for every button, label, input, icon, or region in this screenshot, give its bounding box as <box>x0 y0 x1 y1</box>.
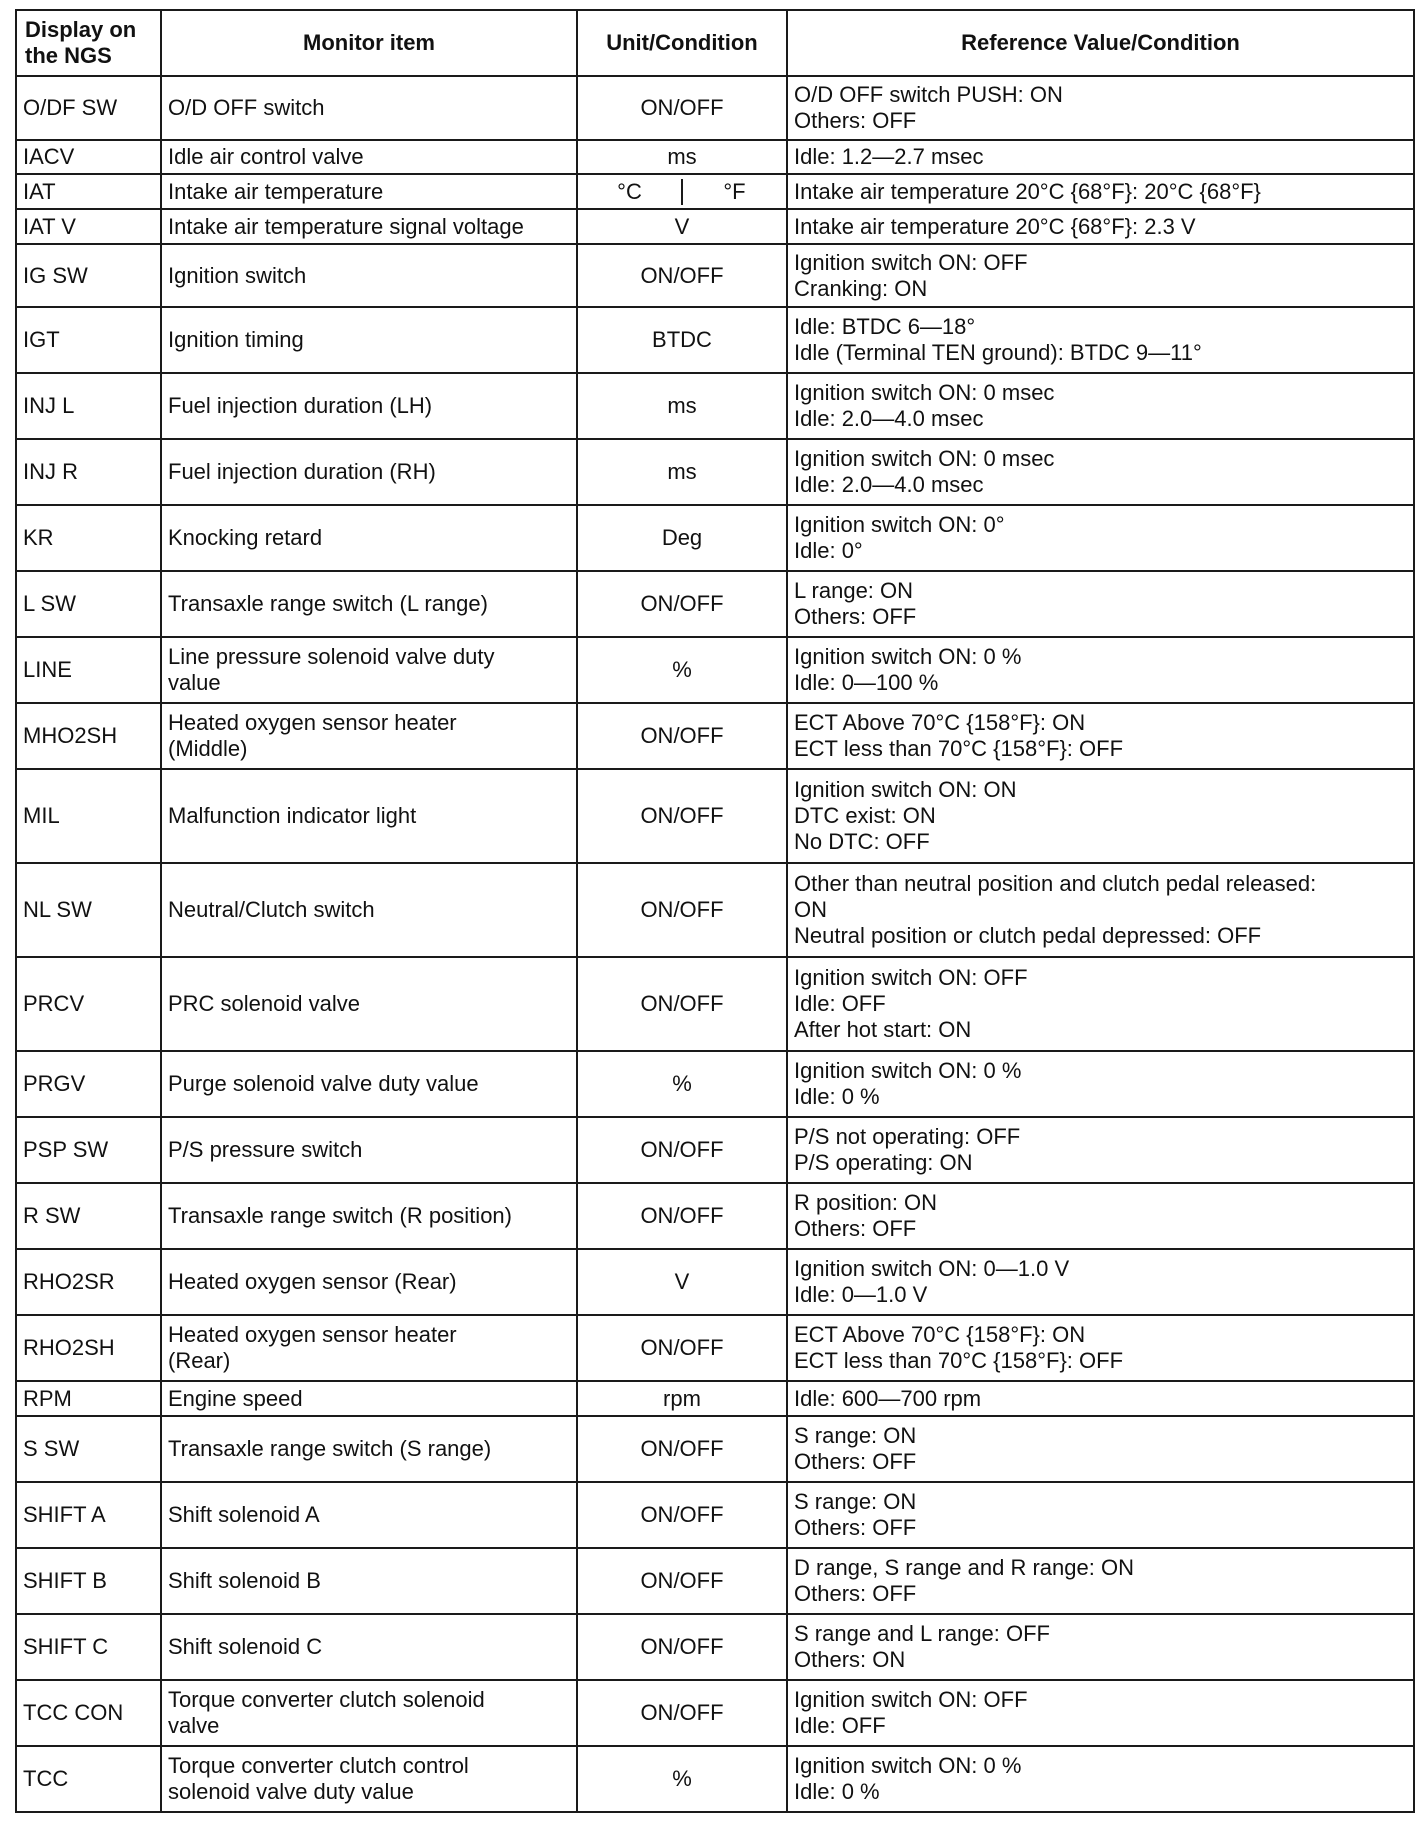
unit-condition-cell: % <box>577 1746 787 1812</box>
header-reference-value: Reference Value/Condition <box>787 10 1414 76</box>
unit-condition-cell: BTDC <box>577 307 787 373</box>
reference-value-cell: Ignition switch ON: ON DTC exist: ON No DTC: OFF <box>787 769 1414 863</box>
display-code-cell: PRCV <box>16 957 161 1051</box>
monitor-item-cell: Fuel injection duration (RH) <box>161 439 577 505</box>
reference-value-cell: Ignition switch ON: 0 % Idle: 0—100 % <box>787 637 1414 703</box>
table-row <box>16 571 1414 637</box>
monitor-item-cell: Transaxle range switch (L range) <box>161 571 577 637</box>
monitor-item-cell: Transaxle range switch (S range) <box>161 1416 577 1482</box>
unit-condition-cell: ON/OFF <box>577 957 787 1051</box>
display-code-cell: SHIFT A <box>16 1482 161 1548</box>
display-code-cell: TCC <box>16 1746 161 1812</box>
unit-condition-cell: rpm <box>577 1381 787 1416</box>
display-code-cell: PRGV <box>16 1051 161 1117</box>
unit-condition-cell: ON/OFF <box>577 1614 787 1680</box>
unit-condition-cell: ON/OFF <box>577 1315 787 1381</box>
unit-condition-cell <box>577 174 787 209</box>
display-code-cell: IAT <box>16 174 161 209</box>
monitor-item-cell: Intake air temperature <box>161 174 577 209</box>
display-code-cell: S SW <box>16 1416 161 1482</box>
monitor-item-cell: Line pressure solenoid valve duty value <box>161 637 577 703</box>
reference-value-cell: L range: ON Others: OFF <box>787 571 1414 637</box>
unit-condition-cell: Deg <box>577 505 787 571</box>
display-code-cell: INJ R <box>16 439 161 505</box>
unit-condition-cell: ON/OFF <box>577 1416 787 1482</box>
monitor-item-cell: Heated oxygen sensor heater (Middle) <box>161 703 577 769</box>
table-row <box>16 307 1414 373</box>
table-row <box>16 244 1414 307</box>
table-row <box>16 174 1414 209</box>
table-row <box>16 703 1414 769</box>
monitor-item-cell: Ignition switch <box>161 244 577 307</box>
monitor-item-cell: Intake air temperature signal voltage <box>161 209 577 244</box>
unit-condition-cell: ON/OFF <box>577 1548 787 1614</box>
table-header-row <box>16 10 1414 76</box>
table-row <box>16 1548 1414 1614</box>
display-code-cell: NL SW <box>16 863 161 957</box>
reference-value-cell: S range: ON Others: OFF <box>787 1482 1414 1548</box>
reference-value-cell: S range and L range: OFF Others: ON <box>787 1614 1414 1680</box>
unit-condition-cell: ms <box>577 373 787 439</box>
table-row <box>16 1381 1414 1416</box>
display-code-cell: RHO2SR <box>16 1249 161 1315</box>
table-row <box>16 1680 1414 1746</box>
reference-value-cell: S range: ON Others: OFF <box>787 1416 1414 1482</box>
display-code-cell: O/DF SW <box>16 76 161 140</box>
reference-value-cell: Ignition switch ON: 0—1.0 V Idle: 0—1.0 V <box>787 1249 1414 1315</box>
display-code-cell: INJ L <box>16 373 161 439</box>
monitor-item-cell: Shift solenoid B <box>161 1548 577 1614</box>
monitor-item-cell: Knocking retard <box>161 505 577 571</box>
table-row <box>16 1051 1414 1117</box>
monitor-item-cell: Torque converter clutch solenoid valve <box>161 1680 577 1746</box>
display-code-cell: MHO2SH <box>16 703 161 769</box>
reference-value-cell: Ignition switch ON: 0 % Idle: 0 % <box>787 1051 1414 1117</box>
reference-value-cell: Idle: 600—700 rpm <box>787 1381 1414 1416</box>
monitor-item-cell: Malfunction indicator light <box>161 769 577 863</box>
table-row <box>16 209 1414 244</box>
reference-value-cell: Ignition switch ON: 0 % Idle: 0 % <box>787 1746 1414 1812</box>
reference-value-cell: Intake air temperature 20°C {68°F}: 20°C {68°F} <box>787 174 1414 209</box>
table-row <box>16 957 1414 1051</box>
monitor-item-cell: Ignition timing <box>161 307 577 373</box>
monitor-item-cell: Purge solenoid valve duty value <box>161 1051 577 1117</box>
reference-value-cell: Intake air temperature 20°C {68°F}: 2.3 V <box>787 209 1414 244</box>
table-row <box>16 637 1414 703</box>
unit-condition-cell: ON/OFF <box>577 863 787 957</box>
table-row <box>16 863 1414 957</box>
unit-celsius: °C <box>617 178 642 204</box>
display-code-cell: RHO2SH <box>16 1315 161 1381</box>
table-row <box>16 1117 1414 1183</box>
reference-value-cell: Ignition switch ON: 0 msec Idle: 2.0—4.0 msec <box>787 373 1414 439</box>
monitor-item-cell: Torque converter clutch control solenoid valve duty value <box>161 1746 577 1812</box>
monitor-item-cell: Engine speed <box>161 1381 577 1416</box>
monitor-item-cell: P/S pressure switch <box>161 1117 577 1183</box>
reference-value-cell: Ignition switch ON: OFF Cranking: ON <box>787 244 1414 307</box>
display-code-cell: IACV <box>16 140 161 174</box>
reference-value-cell: Other than neutral position and clutch pedal released: ON Neutral position or clutch pedal depressed: OFF <box>787 863 1414 957</box>
display-code-cell: LINE <box>16 637 161 703</box>
reference-value-cell: Ignition switch ON: OFF Idle: OFF <box>787 1680 1414 1746</box>
display-code-cell: MIL <box>16 769 161 863</box>
unit-condition-cell: V <box>577 1249 787 1315</box>
display-code-cell: PSP SW <box>16 1117 161 1183</box>
table-row <box>16 373 1414 439</box>
unit-condition-cell: ON/OFF <box>577 703 787 769</box>
monitor-item-table <box>15 9 1415 1813</box>
unit-condition-cell: ON/OFF <box>577 1680 787 1746</box>
reference-value-cell: Idle: BTDC 6—18° Idle (Terminal TEN ground): BTDC 9—11° <box>787 307 1414 373</box>
monitor-item-cell: PRC solenoid valve <box>161 957 577 1051</box>
display-code-cell: R SW <box>16 1183 161 1249</box>
unit-condition-cell: ms <box>577 140 787 174</box>
display-code-cell: L SW <box>16 571 161 637</box>
monitor-item-cell: O/D OFF switch <box>161 76 577 140</box>
display-code-cell: TCC CON <box>16 1680 161 1746</box>
display-code-cell: IGT <box>16 307 161 373</box>
table-row <box>16 1482 1414 1548</box>
unit-condition-cell: ON/OFF <box>577 1482 787 1548</box>
table-row <box>16 76 1414 140</box>
reference-value-cell: D range, S range and R range: ON Others: OFF <box>787 1548 1414 1614</box>
table-row <box>16 1614 1414 1680</box>
reference-value-cell: Ignition switch ON: 0 msec Idle: 2.0—4.0 msec <box>787 439 1414 505</box>
unit-condition-cell: ON/OFF <box>577 244 787 307</box>
header-monitor-item: Monitor item <box>161 10 577 76</box>
display-code-cell: IG SW <box>16 244 161 307</box>
table-row <box>16 505 1414 571</box>
table-row <box>16 439 1414 505</box>
reference-value-cell: Idle: 1.2—2.7 msec <box>787 140 1414 174</box>
reference-value-cell: ECT Above 70°C {158°F}: ON ECT less than 70°C {158°F}: OFF <box>787 703 1414 769</box>
monitor-item-cell: Transaxle range switch (R position) <box>161 1183 577 1249</box>
header-display-on-ngs: Display on the NGS <box>16 10 161 76</box>
table-row <box>16 140 1414 174</box>
reference-value-cell: O/D OFF switch PUSH: ON Others: OFF <box>787 76 1414 140</box>
unit-condition-cell: ON/OFF <box>577 571 787 637</box>
display-code-cell: KR <box>16 505 161 571</box>
header-unit-condition: Unit/Condition <box>577 10 787 76</box>
reference-value-cell: Ignition switch ON: OFF Idle: OFF After hot start: ON <box>787 957 1414 1051</box>
display-code-cell: IAT V <box>16 209 161 244</box>
reference-value-cell: R position: ON Others: OFF <box>787 1183 1414 1249</box>
unit-fahrenheit: °F <box>681 179 786 205</box>
display-code-cell: SHIFT B <box>16 1548 161 1614</box>
unit-condition-cell: ON/OFF <box>577 1183 787 1249</box>
table-row <box>16 769 1414 863</box>
table-row <box>16 1416 1414 1482</box>
reference-value-cell: ECT Above 70°C {158°F}: ON ECT less than 70°C {158°F}: OFF <box>787 1315 1414 1381</box>
unit-condition-cell: V <box>577 209 787 244</box>
unit-condition-cell: % <box>577 637 787 703</box>
table-row <box>16 1249 1414 1315</box>
table-row <box>16 1183 1414 1249</box>
unit-condition-cell: ms <box>577 439 787 505</box>
table-row <box>16 1746 1414 1812</box>
monitor-item-cell: Fuel injection duration (LH) <box>161 373 577 439</box>
monitor-item-cell: Shift solenoid A <box>161 1482 577 1548</box>
monitor-item-cell: Neutral/Clutch switch <box>161 863 577 957</box>
unit-condition-cell: ON/OFF <box>577 76 787 140</box>
unit-condition-cell: ON/OFF <box>577 1117 787 1183</box>
reference-value-cell: P/S not operating: OFF P/S operating: ON <box>787 1117 1414 1183</box>
monitor-item-cell: Heated oxygen sensor (Rear) <box>161 1249 577 1315</box>
unit-condition-cell: % <box>577 1051 787 1117</box>
display-code-cell: RPM <box>16 1381 161 1416</box>
table-row <box>16 1315 1414 1381</box>
monitor-item-cell: Heated oxygen sensor heater (Rear) <box>161 1315 577 1381</box>
monitor-item-cell: Shift solenoid C <box>161 1614 577 1680</box>
display-code-cell: SHIFT C <box>16 1614 161 1680</box>
reference-value-cell: Ignition switch ON: 0° Idle: 0° <box>787 505 1414 571</box>
monitor-item-cell: Idle air control valve <box>161 140 577 174</box>
unit-condition-cell: ON/OFF <box>577 769 787 863</box>
